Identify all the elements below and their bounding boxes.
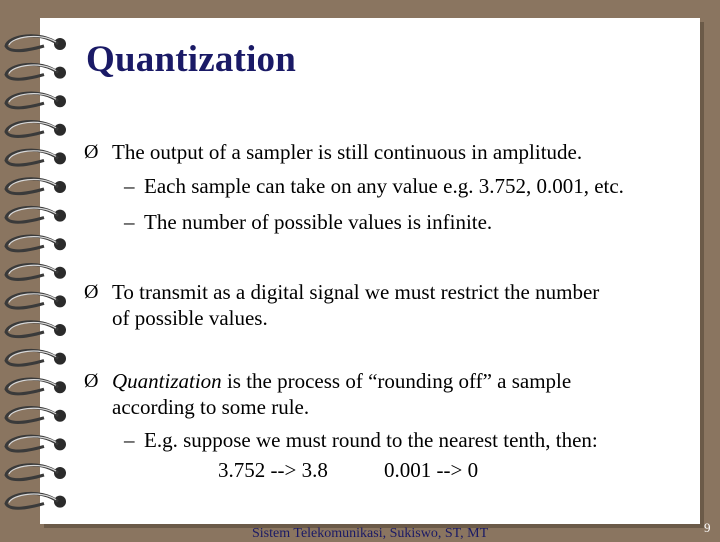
spiral-ring-icon (6, 93, 66, 108)
bullet-3-rest: is the process of “rounding off” a sample (221, 369, 572, 393)
spiral-ring-icon (6, 64, 66, 79)
spiral-ring-icon (6, 493, 66, 508)
dash-icon: – (124, 174, 135, 198)
bullet-arrow-icon: Ø (84, 370, 99, 392)
spiral-ring-icon (6, 150, 66, 165)
bullet-3-sub-1 (124, 428, 598, 453)
bullet-3-line-1 (112, 369, 692, 394)
bullet-3-line-2: according to some rule. (112, 395, 310, 419)
spiral-binding (0, 0, 80, 540)
spiral-ring-icon (6, 408, 66, 423)
bullet-2-line-2: of possible values. (112, 306, 268, 330)
bullet-1-sub-2 (124, 210, 492, 235)
bullet-1-sub-1 (124, 174, 624, 199)
spiral-ring-icon (6, 36, 66, 51)
spiral-ring-icon (6, 122, 66, 137)
bullet-arrow-icon: Ø (84, 281, 99, 303)
dash-icon: – (124, 428, 135, 452)
example-1: 3.752 --> 3.8 (218, 458, 328, 482)
spiral-ring-icon (6, 179, 66, 194)
example-2: 0.001 --> 0 (384, 458, 479, 482)
page-number: 9 (704, 520, 711, 535)
bullet-arrow-icon: Ø (84, 141, 99, 163)
spiral-ring-icon (6, 236, 66, 251)
bullet-1-sub-1-text: Each sample can take on any value e.g. 3.752, 0.001, etc. (144, 174, 624, 198)
slide-title: Quantization (86, 39, 297, 80)
bullet-1-text: The output of a sampler is still continuous in amplitude. (112, 140, 583, 164)
bullet-1-sub-2-text: The number of possible values is infinite. (144, 210, 493, 234)
spiral-ring-icon (6, 293, 66, 308)
dash-icon: – (124, 210, 135, 234)
bullet-3-sub-1-text: E.g. suppose we must round to the nearest tenth, then: (144, 428, 598, 452)
spiral-ring-icon (6, 265, 66, 280)
spiral-ring-icon (6, 350, 66, 365)
slide-footer: Sistem Telekomunikasi, Sukiswo, ST, MT (252, 526, 489, 541)
bullet-2-line-1: To transmit as a digital signal we must restrict the number (112, 280, 600, 304)
spiral-ring-icon (6, 207, 66, 222)
spiral-ring-icon (6, 465, 66, 480)
spiral-ring-icon (6, 436, 66, 451)
quantization-term: Quantization (112, 369, 222, 393)
spiral-ring-icon (6, 379, 66, 394)
spiral-ring-icon (6, 322, 66, 337)
